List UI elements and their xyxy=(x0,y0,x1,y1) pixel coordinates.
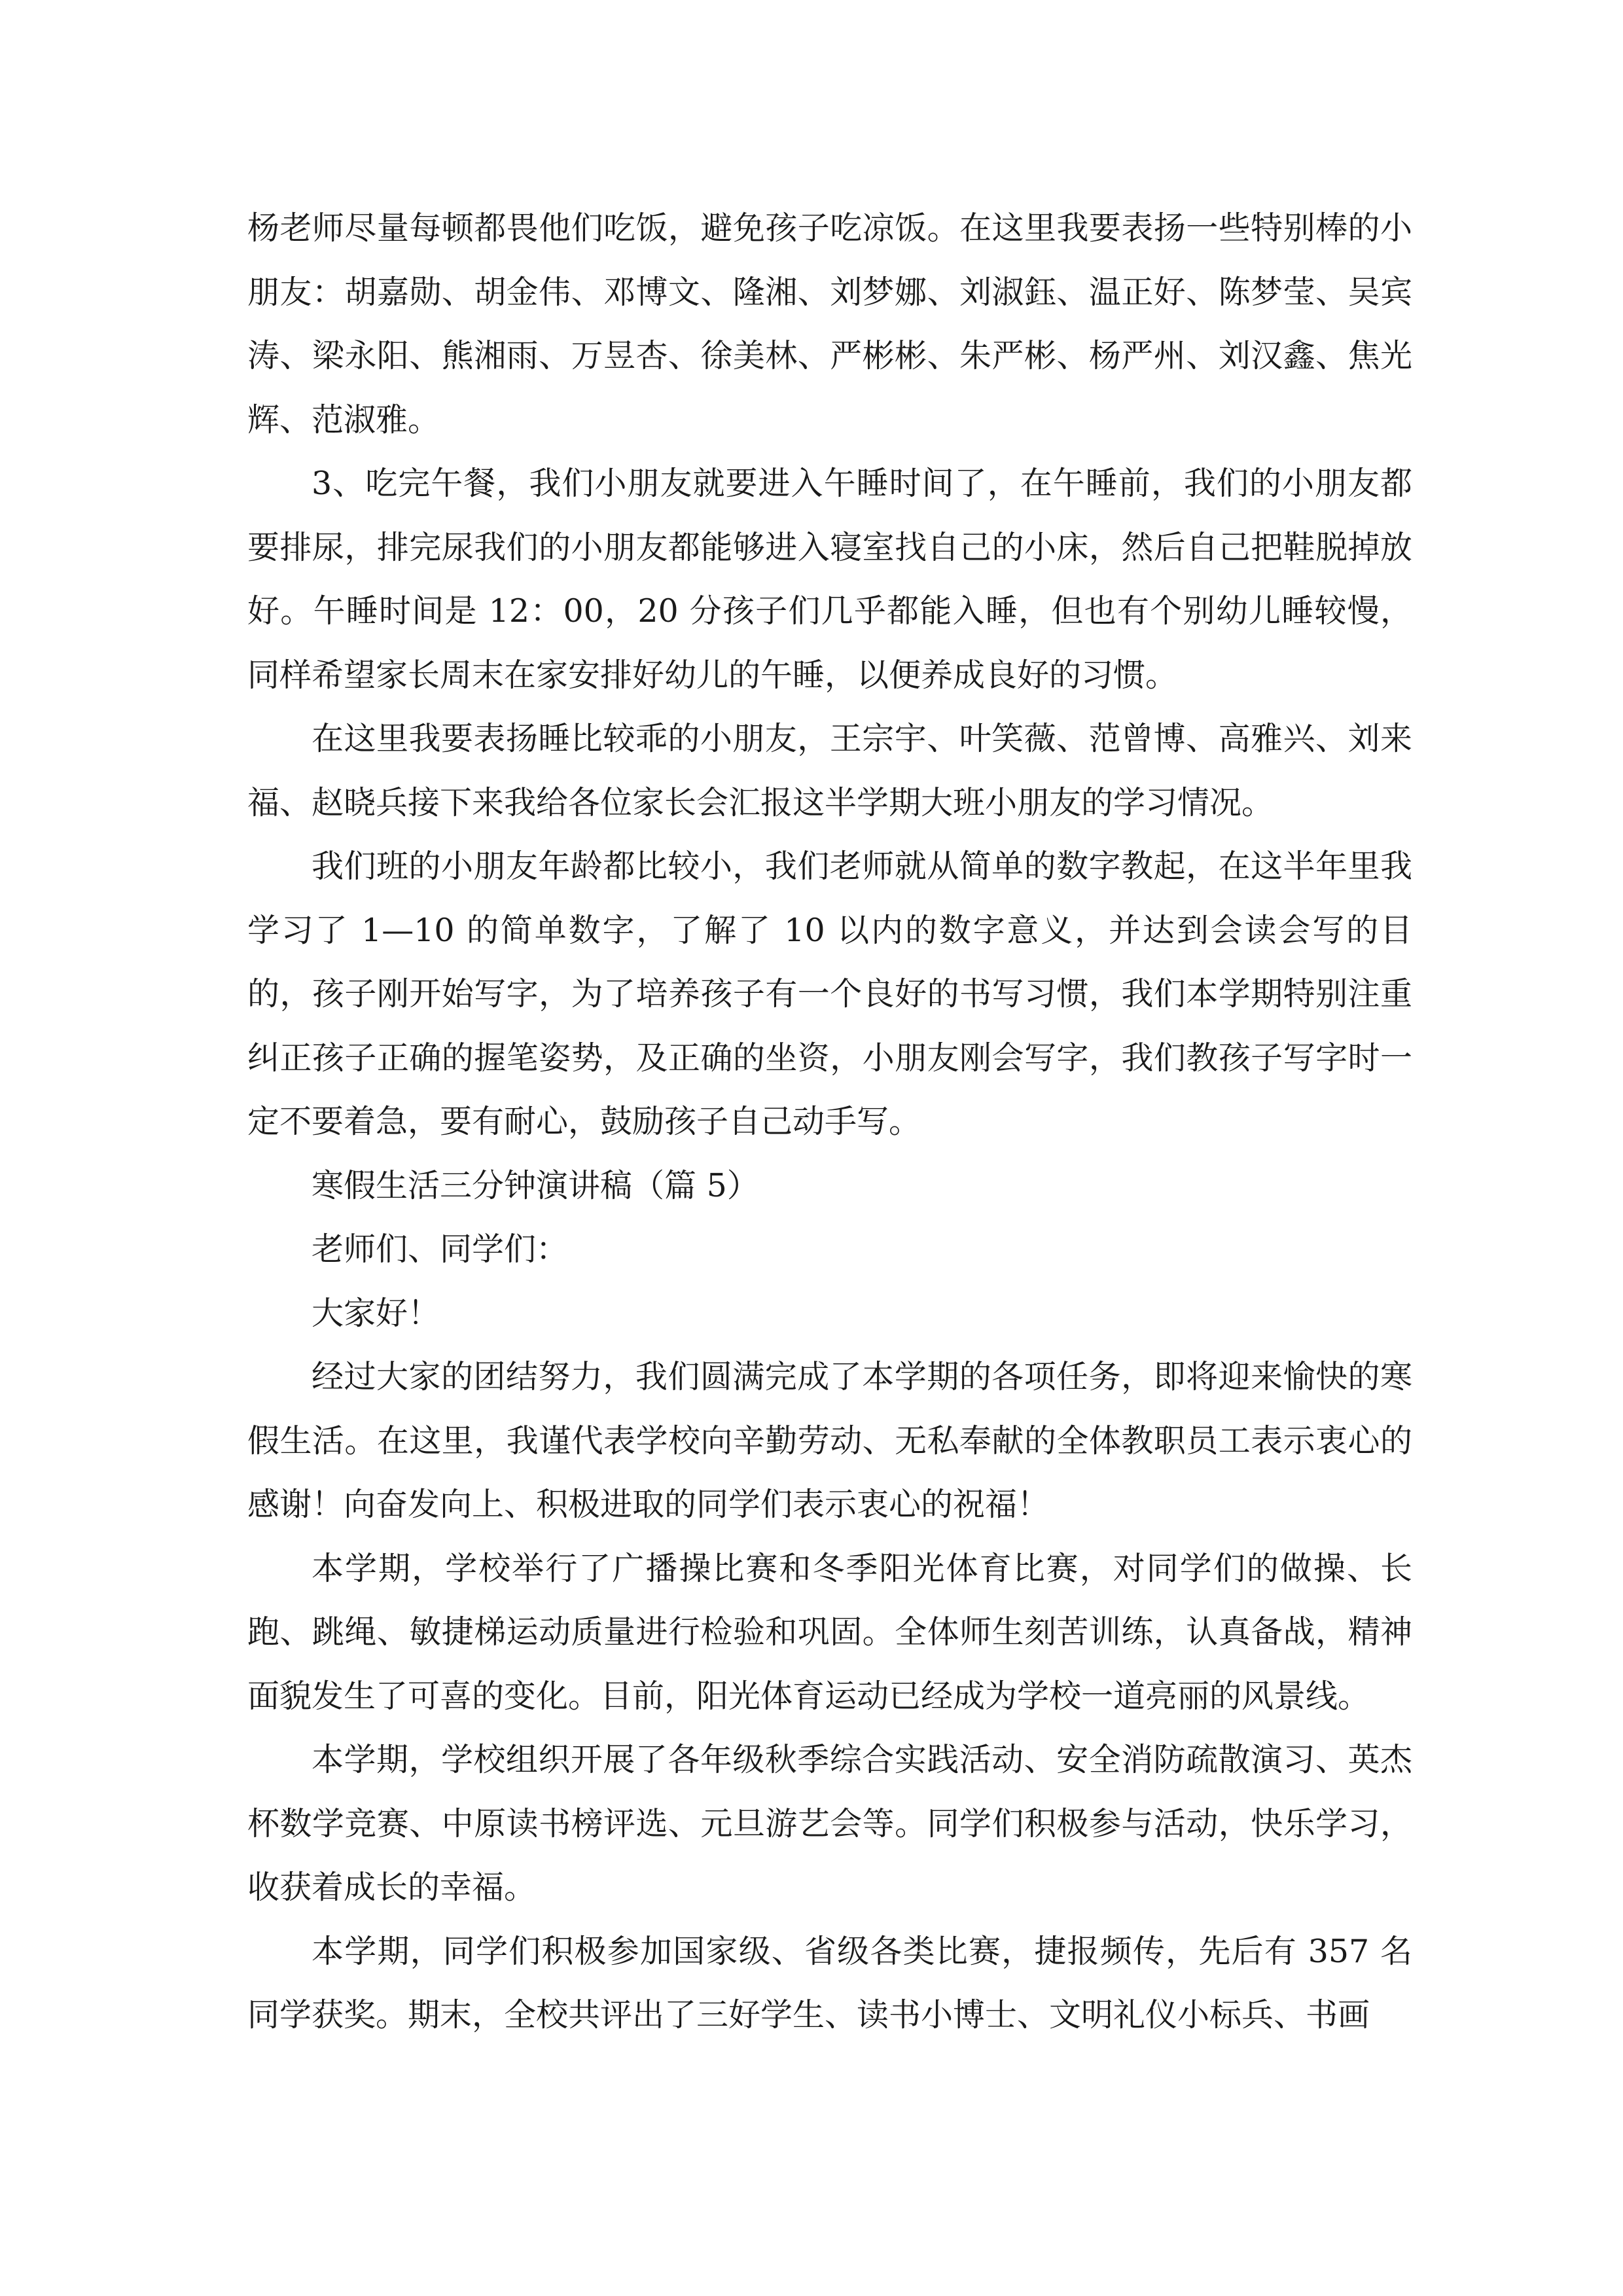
paragraph-9: 本学期，学校举行了广播操比赛和冬季阳光体育比赛，对同学们的做操、长跑、跳绳、敏捷梯运动质量进行检验和巩固。全体师生刻苦训练，认真备战，精神面貌发生了可喜的变化。目前，阳光体育运动已经成为学校一道亮丽的风景线。 xyxy=(247,1549,1412,1715)
paragraph-3: 在这里我要表扬睡比较乖的小朋友，王宗宇、叶笑薇、范曾博、高雅兴、刘来福、赵晓兵接下来我给各位家长会汇报这半学期大班小朋友的学习情况。 xyxy=(247,720,1412,821)
paragraph-4: 我们班的小朋友年龄都比较小，我们老师就从简单的数字教起，在这半年里我学习了 1—10 的简单数字，了解了 10 以内的数字意义，并达到会读会写的目的，孩子刚开始写字，为了培养孩子有一个良好的书写习惯，我们本学期特别注重纠正孩子正确的握笔姿势，及正确的坐资，小朋友刚会写字，我们教孩子写字时一定不要着急，要有耐心，鼓励孩子自己动手写。 xyxy=(247,848,1412,1140)
greeting: 大家好！ xyxy=(312,1294,440,1332)
paragraph-2: 3、吃完午餐，我们小朋友就要进入午睡时间了，在午睡前，我们的小朋友都要排尿，排完尿我们的小朋友都能够进入寝室找自己的小床，然后自己把鞋脱掉放好。午睡时间是 12：00，20 分孩子们几乎都能入睡，但也有个别幼儿睡较慢，同样希望家长周末在家安排好幼儿的午睡，以便养成良好的习惯。 xyxy=(247,465,1412,694)
salutation: 老师们、同学们： xyxy=(312,1230,569,1268)
document-body xyxy=(247,196,1412,2047)
paragraph-1: 杨老师尽量每顿都畏他们吃饭，避免孩子吃凉饭。在这里我要表扬一些特别棒的小朋友：胡嘉勋、胡金伟、邓博文、隆湘、刘梦娜、刘淑鈺、温正好、陈梦莹、吴宾涛、梁永阳、熊湘雨、万昱杏、徐美林、严彬彬、朱严彬、杨严州、刘汉鑫、焦光辉、范淑雅。 xyxy=(247,209,1412,439)
paragraph-8: 经过大家的团结努力，我们圆满完成了本学期的各项任务，即将迎来愉快的寒假生活。在这里，我谨代表学校向辛勤劳动、无私奉献的全体教职员工表示衷心的感谢！向奋发向上、积极进取的同学们表示衷心的祝福！ xyxy=(247,1358,1412,1523)
paragraph-11: 本学期，同学们积极参加国家级、省级各类比赛，捷报频传，先后有 357 名同学获奖。期末，全校共评出了三好学生、读书小博士、文明礼仪小标兵、书画 xyxy=(247,1932,1412,2034)
paragraph-10: 本学期，学校组织开展了各年级秋季综合实践活动、安全消防疏散演习、英杰杯数学竞赛、中原读书榜评选、元旦游艺会等。同学们积极参与活动，快乐学习，收获着成长的幸福。 xyxy=(247,1741,1412,1906)
section-heading: 寒假生活三分钟演讲稿（篇 5） xyxy=(312,1166,759,1204)
